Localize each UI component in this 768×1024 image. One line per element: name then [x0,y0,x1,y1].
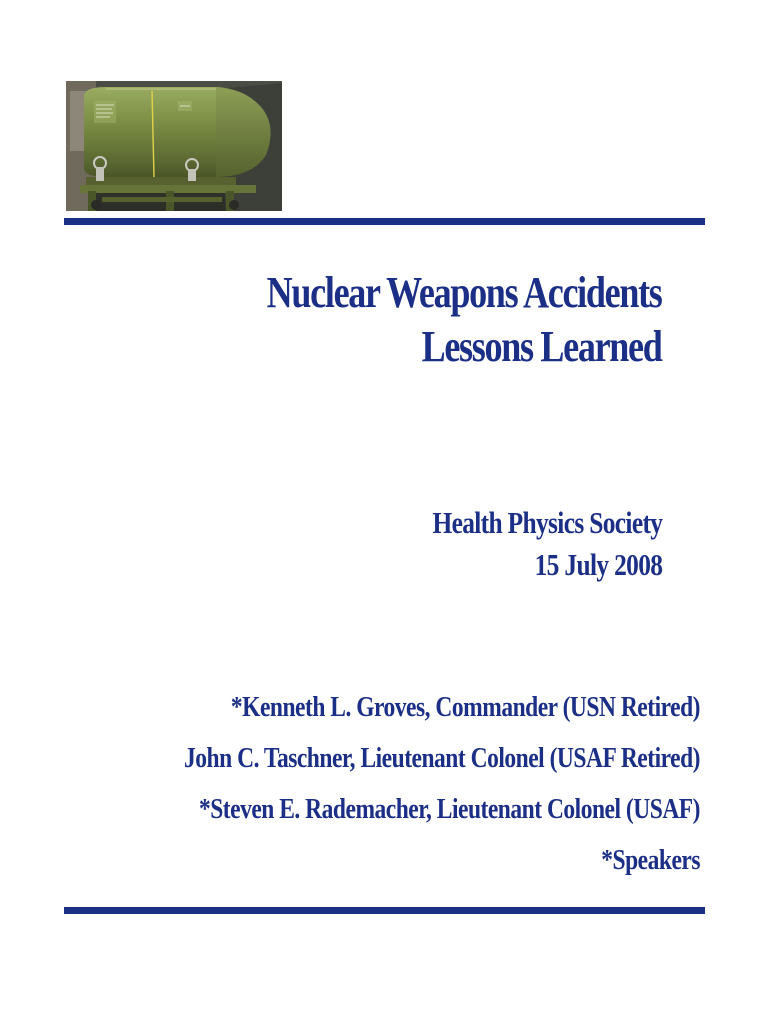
title-line-1: Nuclear Weapons Accidents [267,268,662,317]
speakers-note: *Speakers [601,844,700,876]
bomb-photo [66,81,282,211]
title-line-2: Lessons Learned [422,322,662,371]
author-list [184,682,700,886]
top-divider [64,218,705,225]
slide-title [267,266,662,374]
author-1: *Kenneth L. Groves, Commander (USN Retired) [230,691,700,723]
event-info [432,502,662,586]
organization-name: Health Physics Society [432,505,662,540]
author-3: *Steven E. Rademacher, Lieutenant Colonel (USAF) [198,793,700,825]
event-date: 15 July 2008 [534,547,662,582]
author-2: John C. Taschner, Lieutenant Colonel (USAF Retired) [184,742,700,774]
bottom-divider [64,907,705,914]
